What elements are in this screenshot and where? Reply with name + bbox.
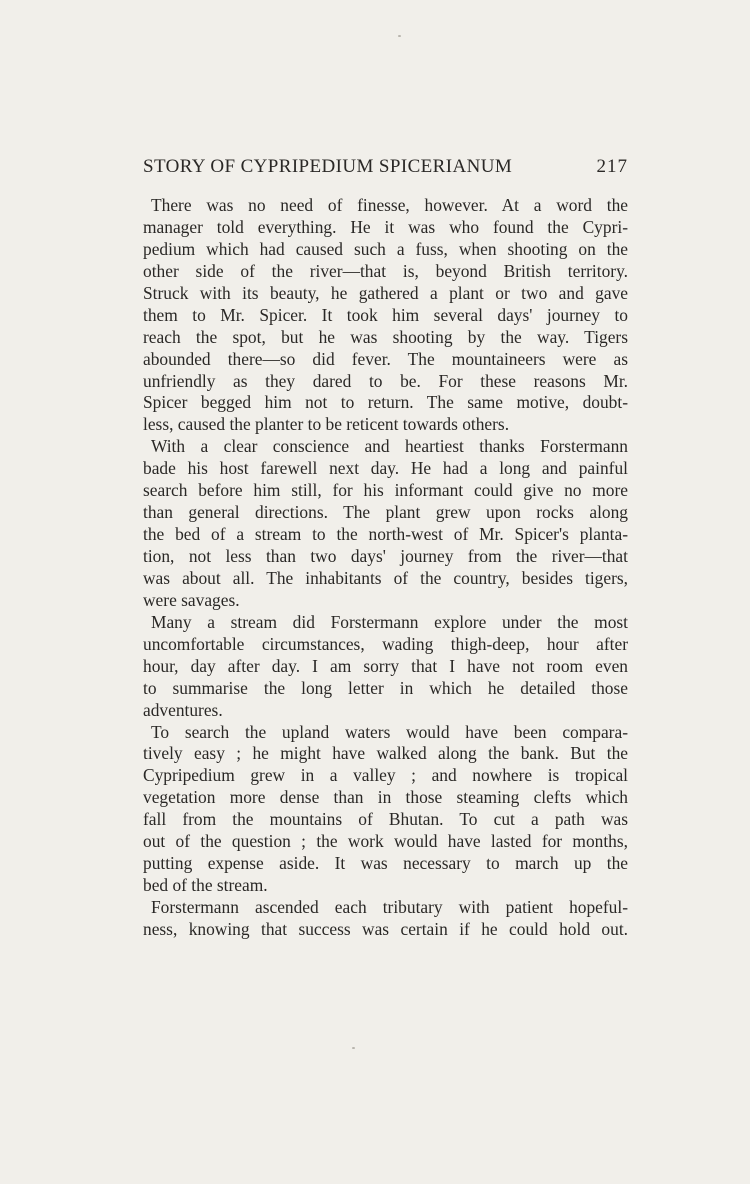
text-line: search before him still, for his informant could give no more xyxy=(143,480,628,501)
text-line: vegetation more dense than in those steaming clefts which xyxy=(143,787,628,808)
text-line: reach the spot, but he was shooting by the way. Tigers xyxy=(143,326,628,347)
text-line: them to Mr. Spicer. It took him several days' journey to xyxy=(143,304,628,325)
text-line: the bed of a stream to the north-west of Mr. Spicer's planta- xyxy=(143,524,628,545)
text-line: to summarise the long letter in which he detailed those xyxy=(143,677,628,698)
text-line: abounded there—so did fever. The mountaineers were as xyxy=(143,348,628,369)
text-line: adventures. xyxy=(143,699,223,720)
text-line: pedium which had caused such a fuss, when shooting on the xyxy=(143,238,628,259)
body-text xyxy=(143,195,628,941)
text-line: manager told everything. He it was who found the Cypri- xyxy=(143,216,628,237)
text-line: unfriendly as they dared to be. For these reasons Mr. xyxy=(143,370,628,391)
text-line: tion, not less than two days' journey from the river—that xyxy=(143,546,628,566)
paper-speck xyxy=(398,35,401,37)
text-line: out of the question ; the work would have lasted for months, xyxy=(143,831,628,852)
text-line: bed of the stream. xyxy=(143,875,268,896)
text-line: tively easy ; he might have walked along the bank. But the xyxy=(143,743,628,764)
text-line: bade his host farewell next day. He had a long and painful xyxy=(143,458,628,479)
text-line: than general directions. The plant grew upon rocks along xyxy=(143,502,628,523)
page-number: 217 xyxy=(596,156,628,177)
text-line: Spicer begged him not to return. The same motive, doubt- xyxy=(143,392,628,413)
paper-speck xyxy=(352,1047,355,1049)
text-line: Cypripedium grew in a valley ; and nowhere is tropical xyxy=(143,765,628,786)
text-line: Struck with its beauty, he gathered a plant or two and gave xyxy=(143,282,628,303)
text-line: hour, day after day. I am sorry that I have not room even xyxy=(143,655,628,676)
text-line: were savages. xyxy=(143,589,240,610)
text-line: Many a stream did Forstermann explore under the most xyxy=(151,611,628,632)
running-title: STORY OF CYPRIPEDIUM SPICERIANUM xyxy=(143,156,513,177)
text-line: There was no need of finesse, however. At a word the xyxy=(151,195,628,215)
text-line: Forstermann ascended each tributary with patient hopeful- xyxy=(151,897,628,917)
text-line: less, caused the planter to be reticent towards others. xyxy=(143,414,510,435)
text-line: was about all. The inhabitants of the country, besides tigers, xyxy=(143,567,628,588)
text-line: fall from the mountains of Bhutan. To cut a path was xyxy=(143,809,628,830)
text-line: putting expense aside. It was necessary to march up the xyxy=(143,853,628,874)
text-line: ness, knowing that success was certain if he could hold out. xyxy=(143,918,628,939)
text-line: uncomfortable circumstances, wading thigh-deep, hour after xyxy=(143,633,628,654)
running-head xyxy=(143,154,628,180)
text-line: With a clear conscience and heartiest thanks Forstermann xyxy=(151,436,628,457)
text-line: other side of the river—that is, beyond British territory. xyxy=(143,260,628,281)
text-line: To search the upland waters would have been compara- xyxy=(151,721,628,742)
